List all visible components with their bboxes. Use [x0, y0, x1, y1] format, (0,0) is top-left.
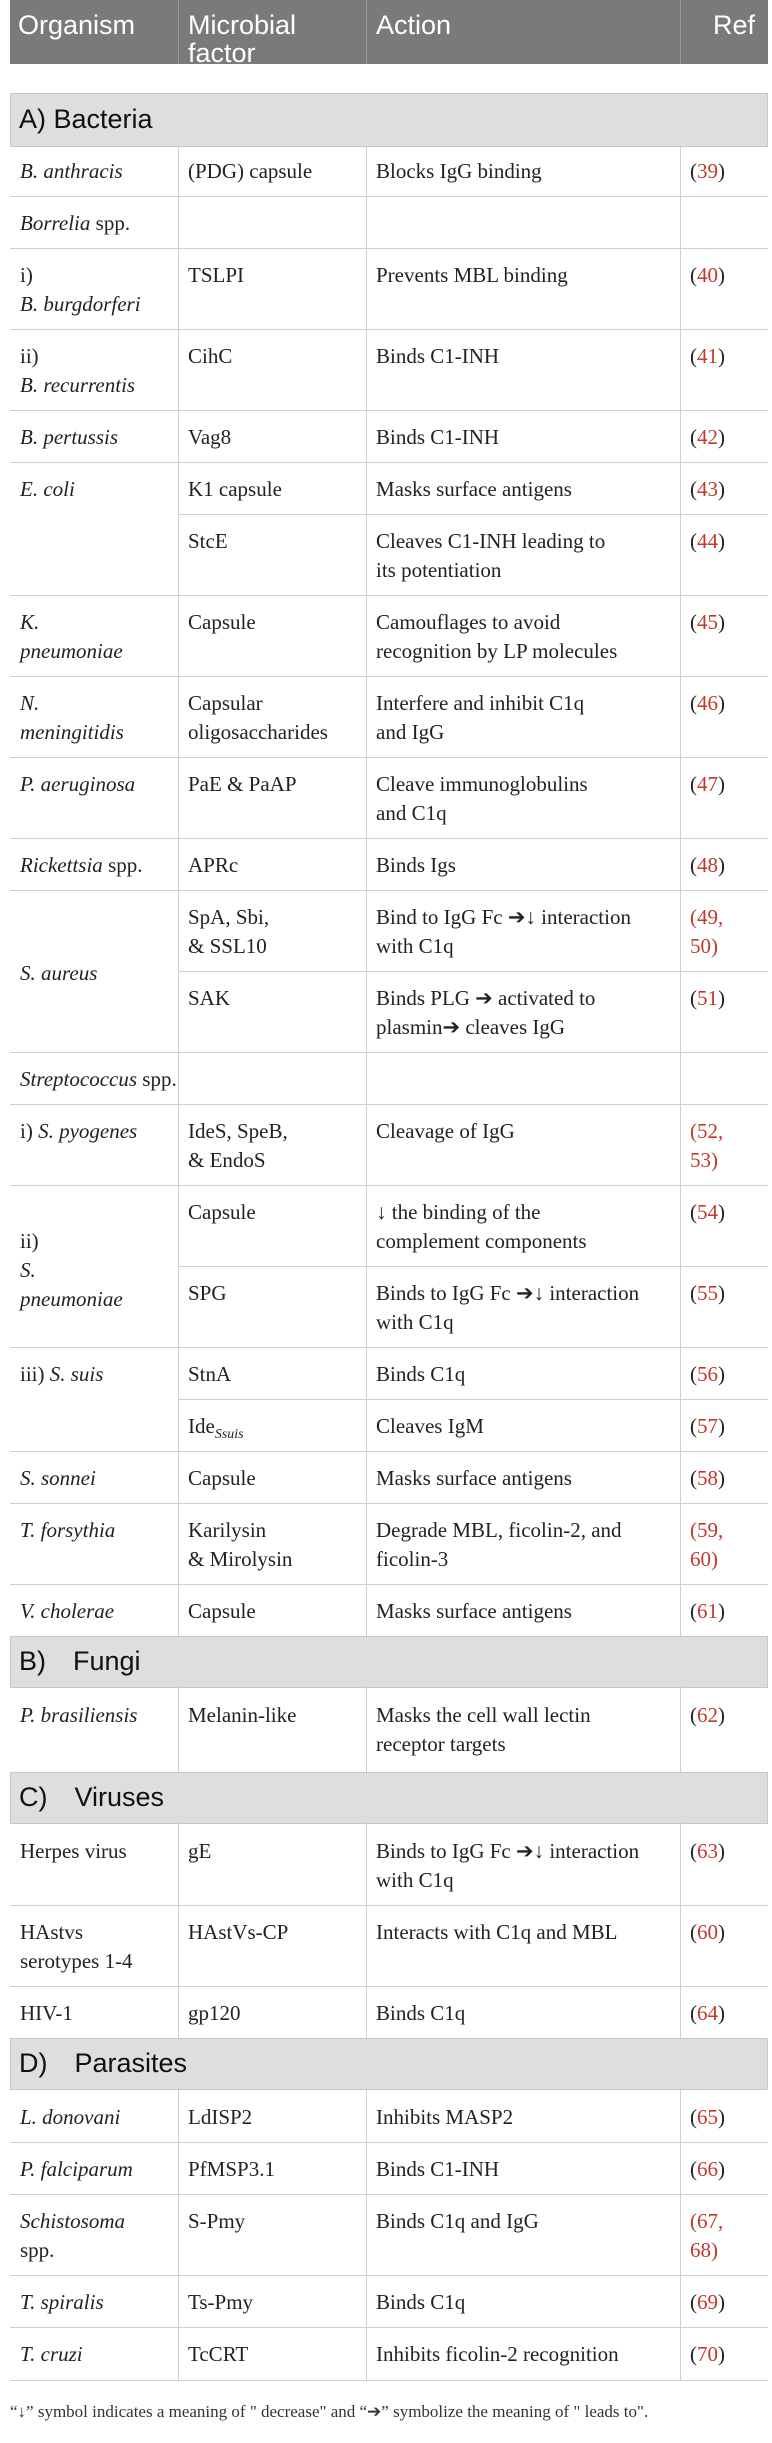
- ref-60-link[interactable]: 60: [697, 1920, 718, 1944]
- factor-gp120: gp120: [188, 2001, 241, 2025]
- action-decrease-binding-l2: complement components: [376, 1229, 587, 1253]
- organism-t-spiralis: T. spiralis: [20, 2290, 104, 2314]
- organism-k-pneumoniae-l2: pneumoniae: [20, 639, 123, 663]
- ref-39-link[interactable]: 39: [697, 159, 718, 183]
- ref-51-link[interactable]: 51: [697, 986, 718, 1010]
- organism-k-pneumoniae-l1: K.: [20, 610, 40, 634]
- action-binds-c1q: Binds C1q: [376, 2290, 466, 2314]
- ref-close-paren: ): [718, 425, 725, 449]
- ref-close-paren: ): [718, 263, 725, 287]
- prefix-i: i): [20, 1119, 39, 1143]
- ref-40[interactable]: [690, 260, 725, 290]
- genus-streptococcus-spp: spp.: [137, 1067, 177, 1091]
- organism-s-suis: [20, 1359, 103, 1389]
- ref-49-link[interactable]: (49,: [690, 905, 724, 929]
- organism-b-burgdorferi: B. burgdorferi: [20, 292, 141, 316]
- ref-65[interactable]: (65): [690, 2105, 725, 2129]
- action-degrade-mbl-l1: Degrade MBL, ficolin-2, and: [376, 1518, 622, 1542]
- action-prevents-mbl: Prevents MBL binding: [376, 263, 568, 287]
- action-binds-plg-l2: plasmin➔ cleaves IgG: [376, 1015, 566, 1039]
- ref-53-link[interactable]: 53): [690, 1148, 718, 1172]
- factor-ide: Ide: [188, 1414, 215, 1438]
- genus-schistosoma: Schistosoma: [20, 2209, 125, 2233]
- action-binds-fc-l2: with C1q: [376, 1310, 454, 1334]
- ref-open-paren: (: [690, 344, 697, 368]
- section-fungi: [10, 1636, 768, 1688]
- organism-herpes-virus: Herpes virus: [20, 1839, 127, 1863]
- factor-ide-subscript: Ssuis: [214, 1427, 244, 1443]
- table-footnote: “↓” symbol indicates a meaning of " decrease" and “➔” symbolize the meaning of " leads to".: [10, 2402, 649, 2421]
- ref-close-paren: ): [718, 344, 725, 368]
- factor-idessuis: [188, 1411, 244, 1450]
- ref-39[interactable]: [690, 156, 725, 186]
- ref-56-link[interactable]: 56: [697, 1362, 718, 1386]
- section-bacteria: [10, 93, 768, 147]
- organism-n-meningitidis-l2: meningitidis: [20, 720, 124, 744]
- action-bind-fc-l1: Bind to IgG Fc ➔↓ interaction: [376, 905, 631, 929]
- action-inhibits-masp2: Inhibits MASP2: [376, 2105, 514, 2129]
- factor-ides-l2: & EndoS: [188, 1148, 266, 1172]
- action-decrease-binding-l1: ↓ the binding of the: [376, 1200, 541, 1224]
- action-binds-igs: Binds Igs: [376, 853, 456, 877]
- header-organism: Organism: [18, 10, 136, 40]
- genus-streptococcus: [20, 1064, 177, 1094]
- organism-s-suis-name: S. suis: [49, 1362, 104, 1386]
- factor-s-pmy: S-Pmy: [188, 2209, 246, 2233]
- factor-ts-pmy: Ts-Pmy: [188, 2290, 254, 2314]
- ref-open-paren: (: [690, 263, 697, 287]
- genus-rickettsia: [20, 850, 143, 880]
- ref-61[interactable]: (61): [690, 1599, 725, 1623]
- ref-47[interactable]: (47): [690, 772, 725, 796]
- factor-vag8: Vag8: [188, 425, 232, 449]
- ref-open-paren: (: [690, 425, 697, 449]
- action-masks-antigens: Masks surface antigens: [376, 1466, 572, 1490]
- ref-62-link[interactable]: 62: [697, 1703, 718, 1727]
- section-fungi-label: B) Fungi: [19, 1646, 141, 1676]
- factor-pfmsp3: PfMSP3.1: [188, 2157, 275, 2181]
- action-masks-antigens: Masks surface antigens: [376, 477, 572, 501]
- ref-69[interactable]: (69): [690, 2290, 725, 2314]
- organism-b-anthracis: B. anthracis: [20, 159, 123, 183]
- ref-64[interactable]: (64): [690, 2001, 725, 2025]
- ref-48[interactable]: (48): [690, 853, 725, 877]
- organism-hastvs-l1: HAstvs: [20, 1920, 84, 1944]
- factor-spg: SPG: [188, 1281, 227, 1305]
- ref-54[interactable]: (54): [690, 1200, 725, 1224]
- ref-57[interactable]: (57): [690, 1414, 725, 1438]
- prefix-iii: iii): [20, 1362, 50, 1386]
- ref-41[interactable]: [690, 341, 725, 371]
- organism-p-falciparum: P. falciparum: [20, 2157, 133, 2181]
- ref-60-link[interactable]: 60): [690, 1547, 718, 1571]
- ref-70-link[interactable]: 70: [697, 2342, 718, 2366]
- action-cleaves-c1inh-l2: its potentiation: [376, 558, 502, 582]
- action-bind-fc-l2: with C1q: [376, 934, 454, 958]
- ref-42[interactable]: [690, 422, 725, 452]
- organism-l-donovani: L. donovani: [20, 2105, 121, 2129]
- action-interfere-l2: and IgG: [376, 720, 445, 744]
- genus-rickettsia-spp: spp.: [102, 853, 143, 877]
- prefix-ii: ii): [20, 344, 39, 368]
- ref-48-link[interactable]: 48: [697, 853, 718, 877]
- factor-sak: SAK: [188, 986, 231, 1010]
- organism-s-sonnei: S. sonnei: [20, 1466, 96, 1490]
- factor-capsule: Capsule: [188, 610, 256, 634]
- action-interfere-l1: Interfere and inhibit C1q: [376, 691, 585, 715]
- factor-spa-l1: SpA, Sbi,: [188, 905, 270, 929]
- organism-t-forsythia: T. forsythia: [20, 1518, 116, 1542]
- ref-57-link[interactable]: 57: [697, 1414, 718, 1438]
- factor-capsular-l2: oligosaccharides: [188, 720, 328, 744]
- ref-62[interactable]: (62): [690, 1703, 725, 1727]
- factor-capsule: Capsule: [188, 1466, 256, 1490]
- ref-50-link[interactable]: 50): [690, 934, 718, 958]
- action-cleave-ig-l1: Cleave immunoglobulins: [376, 772, 588, 796]
- action-binds-c1q-igg: Binds C1q and IgG: [376, 2209, 539, 2233]
- ref-40-link[interactable]: 40: [697, 263, 718, 287]
- ref-63[interactable]: (63): [690, 1839, 725, 1863]
- action-camouflages-l1: Camouflages to avoid: [376, 610, 561, 634]
- action-blocks-igg: Blocks IgG binding: [376, 159, 542, 183]
- ref-44-link[interactable]: 44: [697, 529, 718, 553]
- action-interacts-c1q-mbl: Interacts with C1q and MBL: [376, 1920, 618, 1944]
- ref-44[interactable]: (44): [690, 529, 725, 553]
- factor-spa-l2: & SSL10: [188, 934, 267, 958]
- action-masks-lectin-l2: receptor targets: [376, 1732, 506, 1756]
- ref-67-link[interactable]: (67,: [690, 2209, 724, 2233]
- organism-t-cruzi: T. cruzi: [20, 2342, 83, 2366]
- ref-42-link[interactable]: 42: [697, 425, 718, 449]
- header-action: Action: [376, 10, 452, 40]
- ref-64-link[interactable]: 64: [697, 2001, 718, 2025]
- action-camouflages-l2: recognition by LP molecules: [376, 639, 618, 663]
- section-viruses-label: C) Viruses: [19, 1782, 165, 1812]
- ref-43-link[interactable]: 43: [697, 477, 718, 501]
- genus-streptococcus-name: Streptococcus: [20, 1067, 138, 1091]
- organism-s-pyogenes-name: S. pyogenes: [38, 1119, 138, 1143]
- factor-karilysin-l1: Karilysin: [188, 1518, 267, 1542]
- factor-tccrt: TcCRT: [188, 2342, 249, 2366]
- ref-55-link[interactable]: 55: [697, 1281, 718, 1305]
- ref-60[interactable]: (60): [690, 1920, 725, 1944]
- factor-ge: gE: [188, 1839, 212, 1863]
- factor-stce: StcE: [188, 529, 228, 553]
- ref-56[interactable]: (56): [690, 1362, 725, 1386]
- factor-karilysin-l2: & Mirolysin: [188, 1547, 293, 1571]
- factor-stna: StnA: [188, 1362, 232, 1386]
- section-viruses: [10, 1772, 768, 1824]
- factor-capsule: Capsule: [188, 1200, 256, 1224]
- ref-46[interactable]: (46): [690, 691, 725, 715]
- factor-pae-paap: PaE & PaAP: [188, 772, 297, 796]
- factor-hastvs-cp: HAstVs-CP: [188, 1920, 289, 1944]
- action-cleaves-c1inh-l1: Cleaves C1-INH leading to: [376, 529, 606, 553]
- factor-pdg-capsule: (PDG) capsule: [188, 159, 313, 183]
- ref-59-link[interactable]: (59,: [690, 1518, 724, 1542]
- action-binds-fc-l1: Binds to IgG Fc ➔↓ interaction: [376, 1281, 640, 1305]
- action-masks-lectin-l1: Masks the cell wall lectin: [376, 1703, 591, 1727]
- factor-capsule: Capsule: [188, 1599, 256, 1623]
- ref-46-link[interactable]: 46: [697, 691, 718, 715]
- section-bacteria-label: A) Bacteria: [19, 104, 153, 134]
- organism-b-recurrentis: B. recurrentis: [20, 373, 136, 397]
- ref-54-link[interactable]: 54: [697, 1200, 718, 1224]
- ref-63-link[interactable]: 63: [697, 1839, 718, 1863]
- genus-borrelia: [20, 208, 130, 238]
- organism-hiv-1: HIV-1: [20, 2001, 73, 2025]
- organism-hastvs-l2: serotypes 1-4: [20, 1949, 133, 1973]
- organism-s-aureus: S. aureus: [20, 961, 98, 985]
- action-cleavage-igg: Cleavage of IgG: [376, 1119, 515, 1143]
- ref-65-link[interactable]: 65: [697, 2105, 718, 2129]
- table-header: [10, 0, 768, 68]
- ref-open-paren: (: [690, 159, 697, 183]
- factor-tslpi: TSLPI: [188, 263, 245, 287]
- organism-p-brasiliensis: P. brasiliensis: [20, 1703, 138, 1727]
- factor-ldisp2: LdISP2: [188, 2105, 253, 2129]
- header-factor-line2: factor: [188, 38, 256, 68]
- action-binds-c1q: Binds C1q: [376, 2001, 466, 2025]
- organism-s-pyogenes: [20, 1116, 137, 1146]
- action-binds-plg-l1: Binds PLG ➔ activated to: [376, 986, 596, 1010]
- genus-borrelia-spp: spp.: [90, 211, 131, 235]
- factor-melanin-like: Melanin-like: [188, 1703, 297, 1727]
- section-parasites-label: D) Parasites: [19, 2048, 188, 2078]
- genus-schistosoma-spp: spp.: [20, 2238, 55, 2262]
- action-cleave-ig-l2: and C1q: [376, 801, 447, 825]
- action-inhibits-ficolin: Inhibits ficolin-2 recognition: [376, 2342, 619, 2366]
- action-binds-c1inh: Binds C1-INH: [376, 344, 500, 368]
- action-binds-c1inh: Binds C1-INH: [376, 425, 500, 449]
- action-cleaves-igm: Cleaves IgM: [376, 1414, 484, 1438]
- ref-61-link[interactable]: 61: [697, 1599, 718, 1623]
- ref-70[interactable]: (70): [690, 2342, 725, 2366]
- ref-51[interactable]: (51): [690, 986, 725, 1010]
- section-parasites: [10, 2038, 768, 2090]
- organism-p-aeruginosa: P. aeruginosa: [20, 772, 136, 796]
- ref-47-link[interactable]: 47: [697, 772, 718, 796]
- header-ref: Ref: [713, 10, 756, 40]
- action-binds-fc-l1: Binds to IgG Fc ➔↓ interaction: [376, 1839, 640, 1863]
- header-factor-line1: Microbial: [188, 10, 297, 40]
- ref-68-link[interactable]: 68): [690, 2238, 718, 2262]
- action-binds-c1q: Binds C1q: [376, 1362, 466, 1386]
- organism-b-pertussis: B. pertussis: [20, 425, 119, 449]
- action-binds-c1inh: Binds C1-INH: [376, 2157, 500, 2181]
- ref-41-link[interactable]: 41: [697, 344, 718, 368]
- factor-ides-l1: IdeS, SpeB,: [188, 1119, 288, 1143]
- ref-52-link[interactable]: (52,: [690, 1119, 724, 1143]
- genus-rickettsia-name: Rickettsia: [20, 853, 103, 877]
- factor-aprc: APRc: [188, 853, 239, 877]
- action-masks-antigens: Masks surface antigens: [376, 1599, 572, 1623]
- ref-45-link[interactable]: 45: [697, 610, 718, 634]
- organism-v-cholerae: V. cholerae: [20, 1599, 115, 1623]
- ref-45[interactable]: (45): [690, 610, 725, 634]
- ref-58[interactable]: (58): [690, 1466, 725, 1490]
- ref-58-link[interactable]: 58: [697, 1466, 718, 1490]
- ref-55[interactable]: (55): [690, 1281, 725, 1305]
- genus-borrelia-name: Borrelia: [20, 211, 91, 235]
- factor-capsular-l1: Capsular: [188, 691, 263, 715]
- ref-close-paren: ): [718, 159, 725, 183]
- ref-69-link[interactable]: 69: [697, 2290, 718, 2314]
- ref-43[interactable]: (43): [690, 477, 725, 501]
- prefix-ii: ii): [20, 1229, 39, 1253]
- action-binds-fc-l2: with C1q: [376, 1868, 454, 1892]
- action-degrade-mbl-l2: ficolin-3: [376, 1547, 449, 1571]
- factor-k1-capsule: K1 capsule: [188, 477, 282, 501]
- organism-e-coli: E. coli: [20, 477, 75, 501]
- organism-n-meningitidis-l1: N.: [20, 691, 40, 715]
- organism-s-pneumoniae-l1: S.: [20, 1258, 36, 1282]
- organism-s-pneumoniae-l2: pneumoniae: [20, 1287, 123, 1311]
- prefix-i: i): [20, 263, 33, 287]
- ref-66[interactable]: (66): [690, 2157, 725, 2181]
- ref-66-link[interactable]: 66: [697, 2157, 718, 2181]
- factor-cihc: CihC: [188, 344, 233, 368]
